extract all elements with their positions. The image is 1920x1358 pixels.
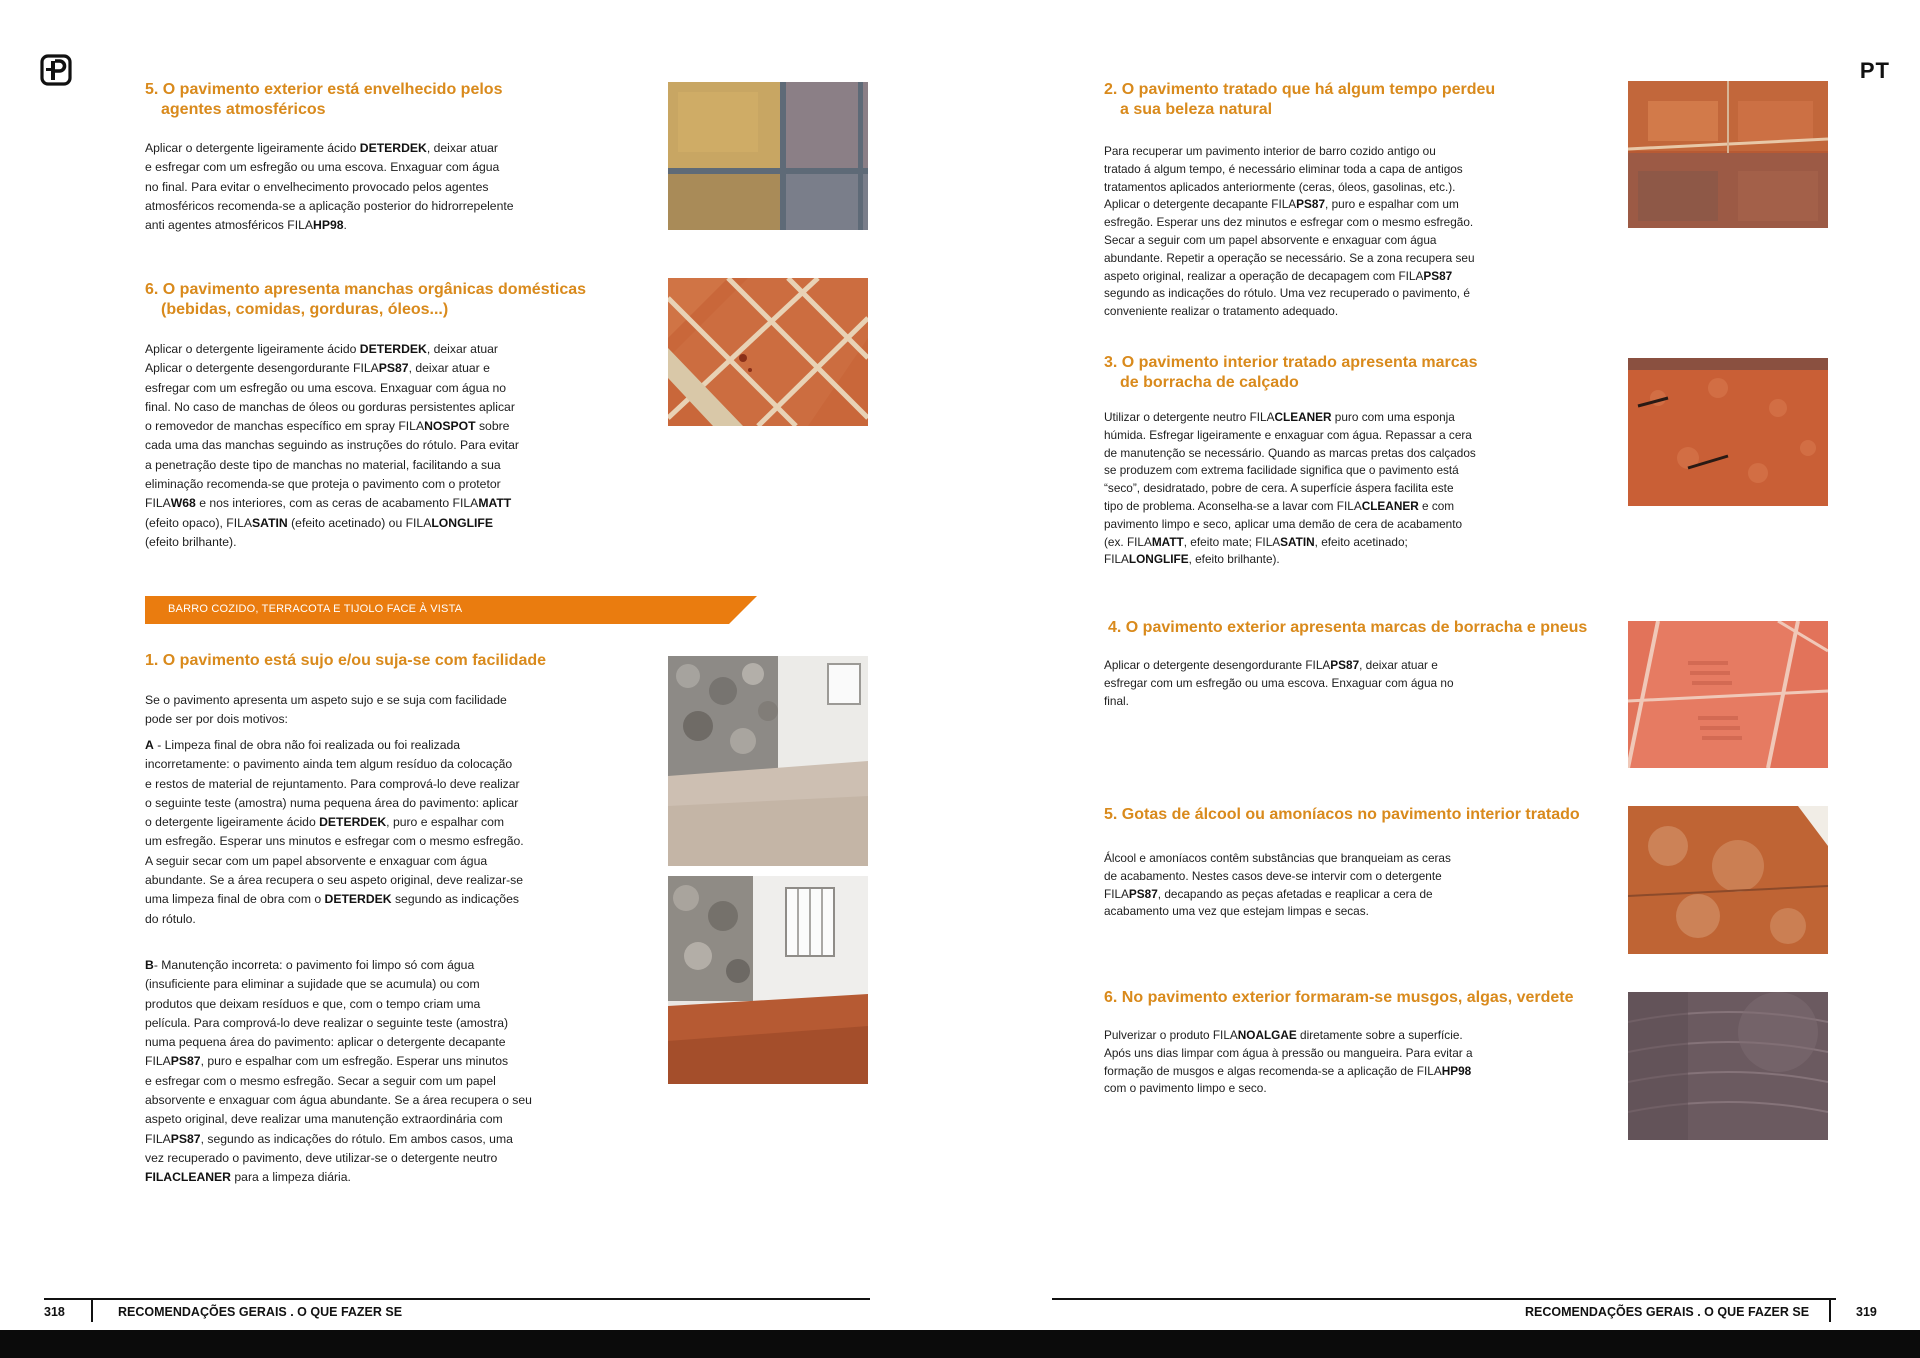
footer-rule-right [1052,1298,1836,1300]
category-banner [145,596,757,624]
section-title-2: 2. O pavimento tratado que há algum tempo perdeu a sua beleza natural [1104,81,1496,118]
page-number-left: 318 [44,1305,65,1319]
section-intro-1: Se o pavimento apresenta um aspeto sujo e se suja com facilidade pode ser por dois motivos: [145,693,507,727]
photo-dirty-floor-room [668,656,868,866]
section-body-6-right: Pulverizar o produto FILANOALGAE diretamente sobre a superfície. Após uns dias limpar com água à pressão ou mangueira. Para evitar a formação de musgos e algas recomenda-se a aplicação de FILAHP98 com o pavimento limpo e seco. [1104,1028,1473,1096]
section-title-6: 6. O pavimento apresenta manchas orgânicas domésticas (bebidas, comidas, gorduras, óleos...) [145,281,587,318]
section-title-4: 4. O pavimento exterior apresenta marcas de borracha e pneus [1108,619,1588,636]
section-body-3: Utilizar o detergente neutro FILACLEANER puro com uma esponja húmida. Esfregar ligeiramente e enxaguar com água. Repassar a cera de manutenção se necessário. Quando as marcas pretas dos calçados se produzem com extrema facilidade significa que o pavimento está “seco”, desidratado, pobre de cera. A superfície áspera facilita este tipo de problema. Aconselha-se a lavar com FILACLEANER e com pavimento limpo e seco, aplicar uma demão de cera de acabamento (ex. FILAMATT, efeito mate; FILASATIN, efeito acetinado; FILALONGLIFE, efeito brilhante). [1104,410,1476,567]
photo-dull-terracotta [1628,81,1828,228]
footer-title-right: RECOMENDAÇÕES GERAIS . O QUE FAZER SE [1525,1305,1810,1319]
photo-alcohol-stains [1628,806,1828,954]
footer-title-left: RECOMENDAÇÕES GERAIS . O QUE FAZER SE [118,1305,403,1319]
section-body-5-right: Álcool e amoníacos contêm substâncias que branqueiam as ceras de acabamento. Nestes casos deve-se intervir com o detergente FILAPS87, decapando as peças afetadas e reaplicar a cera de acabamento uma vez que estejam limpas e secas. [1104,851,1451,919]
category-banner-label: BARRO COZIDO, TERRACOTA E TIJOLO FACE À VISTA [168,603,463,615]
photo-clean-floor-room [668,876,868,1084]
photo-tyre-marks [1628,621,1828,768]
section-body-2: Para recuperar um pavimento interior de barro cozido antigo ou tratado á algum tempo, é necessário eliminar toda a capa de antigos tratamentos aplicados anteriormente (ceras, óleos, gasolinas, etc.). Aplicar o detergente decapante FILAPS87, puro e espalhar com um esfregão. Esperar uns dez minutos e esfregar com o mesmo esfregão. Secar a seguir com um papel absorvente e enxaguar com água abundante. Repetir a operação se necessário. Se a zona recupera seu aspeto original, realizar a operação de decapagem com FILAPS87 segundo as indicações do rótulo. Uma vez recuperado o pavimento, é conveniente realizar o tratamento adequado. [1104,144,1475,319]
section-body-6: Aplicar o detergente ligeiramente ácido DETERDEK, deixar atuar Aplicar o detergente desengordurante FILAPS87, deixar atuar e esfregar com um esfregão ou uma escova. Enxaguar com água no final. No caso de manchas de óleos ou gorduras persistentes aplicar o removedor de manchas específico em spray FILANOSPOT sobre cada uma das manchas seguindo as instruções do rótulo. Para evitar a penetração deste tipo de manchas no material, facilitando a sua eliminação recomenda-se que proteja o pavimento com o protetor FILAW68 e nos interiores, com as ceras de acabamento FILAMATT (efeito opaco), FILASATIN (efeito acetinado) ou FILALONGLIFE (efeito brilhante). [145,342,519,549]
photo-stained-terracotta [668,278,868,426]
section-title-6-right: 6. No pavimento exterior formaram-se musgos, algas, verdete [1104,989,1574,1006]
right-page [960,0,1920,1330]
section-body-4: Aplicar o detergente desengordurante FILAPS87, deixar atuar e esfregar com um esfregão ou uma escova. Enxaguar com água no final. [1104,658,1454,708]
section-body-1a: A - Limpeza final de obra não foi realizada ou foi realizada incorretamente: o pavimento ainda tem algum resíduo da colocação e restos de material de rejuntamento. Para comprová-lo deve realizar o seguinte teste (amostra) numa pequena área do pavimento: aplicar o detergente ligeiramente ácido DETERDEK, puro e espalhar com um esfregão. Esperar uns minutos e esfregar com o mesmo esfregão. A seguir secar com um papel absorvente e enxaguar com água abundante. Se a área recupera o seu aspeto original, deve realizar-se uma limpeza final de obra com o DETERDEK segundo as indicações do rótulo. [145,738,524,926]
page-number-right: 319 [1856,1305,1877,1319]
section-title-1: 1. O pavimento está sujo e/ou suja-se com facilidade [145,652,547,669]
footer-separator-right [1829,1300,1831,1322]
bottom-bar [0,1330,1920,1358]
left-page [0,0,960,1330]
photo-moss-pavers [1628,992,1828,1140]
section-title-5: 5. O pavimento exterior está envelhecido pelos agentes atmosféricos [145,81,503,118]
footer-separator-left [91,1300,93,1322]
section-body-5: Aplicar o detergente ligeiramente ácido DETERDEK, deixar atuar e esfregar com um esfregão ou uma escova. Enxaguar com água no final. Para evitar o envelhecimento provocado pelos agentes atmosféricos recomenda-se a aplicação posterior do hidrorrepelente anti agentes atmosféricos FILAHP98. [145,141,514,233]
footer-rule-left [44,1298,870,1300]
fila-logo-icon [40,54,72,86]
section-body-1b: B- Manutenção incorreta: o pavimento foi limpo só com água (insuficiente para eliminar a sujidade que se acumula) ou com produtos que deixam resíduos e que, com o tempo criam uma película. Para comprová-lo deve realizar o seguinte teste (amostra) numa pequena área do pavimento: aplicar o detergente decapante FILAPS87, puro e espalhar com um esfregão. Esperar uns minutos e esfregar com o mesmo esfregão. Secar a seguir com um papel absorvente e enxaguar com água abundante. Se a área recupera o seu aspeto original, deve realizar uma manutenção extraordinária com FILAPS87, segundo as indicações do rótulo. Em ambos casos, uma vez recuperado o pavimento, deve utilizar-se o detergente neutro FILACLEANER para a limpeza diária. [145,958,532,1185]
section-title-5-right: 5. Gotas de álcool ou amoníacos no pavimento interior tratado [1104,806,1580,823]
photo-weathered-tiles [668,82,868,230]
photo-rubber-marks [1628,358,1828,506]
language-label: PT [1859,58,1890,83]
section-title-3: 3. O pavimento interior tratado apresenta marcas de borracha de calçado [1104,354,1478,391]
